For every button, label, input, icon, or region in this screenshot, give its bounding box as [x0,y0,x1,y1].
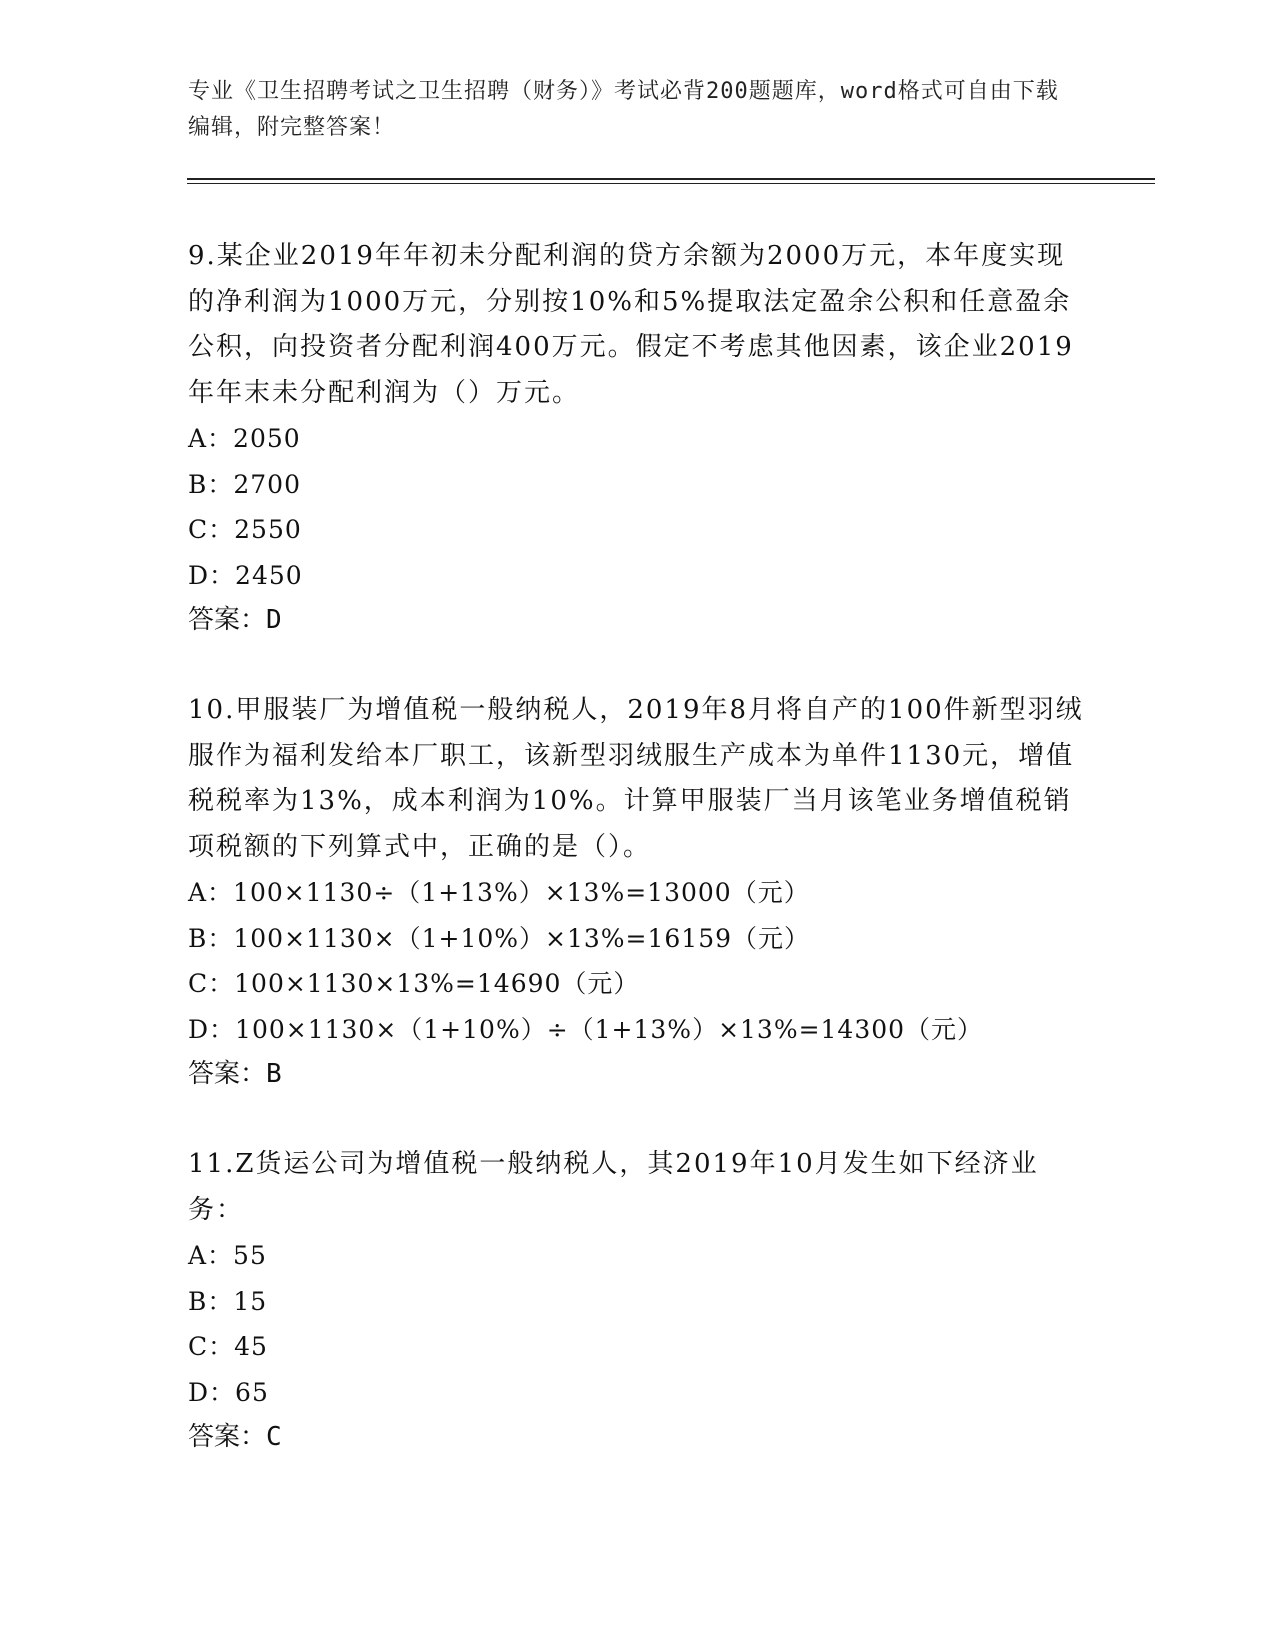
answer-line: 答案：B [188,1059,282,1089]
answer-line: 答案：C [188,1422,282,1452]
document-header: 专业《卫生招聘考试之卫生招聘（财务）》考试必背200题题库，word格式可自由下载编辑，附完整答案！ [188,79,1059,140]
question-stem: 11.Z货运公司为增值税一般纳税人，其2019年10月发生如下经济业务： [188,1149,1039,1225]
option-c: C：45 [188,1332,268,1361]
question-10 [188,688,1088,1098]
question-11 [188,1142,1088,1461]
option-a: A：2050 [188,424,301,453]
option-c: C：2550 [188,515,302,544]
option-a: A：55 [188,1241,267,1270]
question-stem: 10.甲服装厂为增值税一般纳税人，2019年8月将自产的100件新型羽绒服作为福利发给本厂职工，该新型羽绒服生产成本为单件1130元，增值税税率为13%，成本利润为10%。计算甲服装厂当月该笔业务增值税销项税额的下列算式中，正确的是（）。 [188,695,1084,862]
option-b: B：100×1130×（1+10%）×13%=16159（元） [188,923,811,953]
option-a: A：100×1130÷（1+13%）×13%=13000（元） [188,878,810,907]
answer-line: 答案：D [188,605,282,635]
question-stem: 9.某企业2019年年初未分配利润的贷方余额为2000万元，本年度实现的净利润为1000万元，分别按10%和5%提取法定盈余公积和任意盈余公积，向投资者分配利润400万元。假定不考虑其他因素，该企业2019年年末未分配利润为（）万元。 [188,241,1074,408]
option-b: B：2700 [188,469,301,499]
option-c: C：100×1130×13%=14690（元） [188,969,640,998]
option-d: D：100×1130×（1+10%）÷（1+13%）×13%=14300（元） [188,1014,984,1044]
question-9 [188,234,1088,644]
header-divider-thin [187,183,1155,184]
header-divider-thick [187,178,1155,180]
option-d: D：65 [188,1377,269,1407]
option-d: D：2450 [188,560,303,590]
option-b: B：15 [188,1286,268,1316]
